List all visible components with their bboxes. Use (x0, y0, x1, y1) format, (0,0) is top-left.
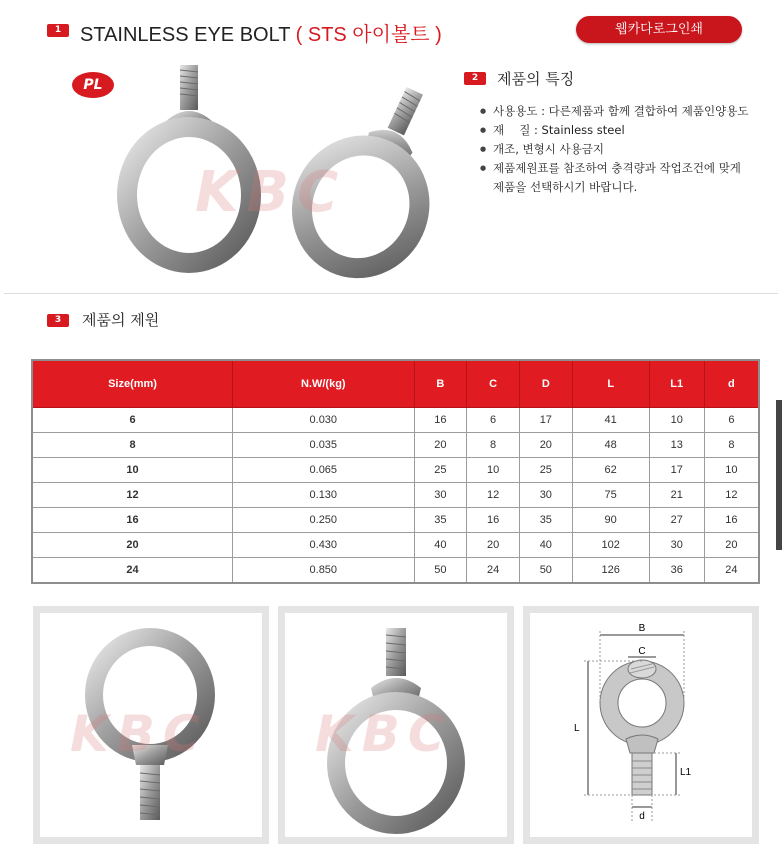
table-cell: 8 (704, 433, 759, 458)
kbc-watermark-top: KBC (195, 160, 347, 225)
table-row (32, 433, 759, 458)
table-cell: 48 (572, 433, 649, 458)
page-title-kr: ( STS 아이볼트 ) (295, 24, 442, 46)
table-cell: 35 (414, 508, 467, 533)
col-header: D (519, 360, 572, 408)
table-cell: 6 (467, 408, 520, 433)
table-cell: 20 (32, 533, 233, 558)
table-cell: 126 (572, 558, 649, 584)
table-cell: 40 (519, 533, 572, 558)
table-cell: 8 (32, 433, 233, 458)
col-header: B (414, 360, 467, 408)
specs-title: 제품의 제원 (82, 311, 160, 329)
table-cell: 50 (414, 558, 467, 584)
dim-label-c: C (638, 646, 646, 657)
table-cell: 24 (467, 558, 520, 584)
section-divider (4, 293, 778, 294)
feature-item: ● 재 질 : Stainless steel (480, 121, 748, 140)
kbc-watermark-2: KBC (315, 705, 453, 763)
feature-item: 제품을 선택하시기 바랍니다. (493, 180, 638, 194)
page-title (80, 18, 442, 47)
table-cell: 25 (414, 458, 467, 483)
table-cell: 25 (519, 458, 572, 483)
table-cell: 0.130 (233, 483, 414, 508)
table-cell: 24 (704, 558, 759, 584)
table-cell: 12 (467, 483, 520, 508)
table-cell: 13 (649, 433, 704, 458)
table-cell: 17 (649, 458, 704, 483)
table-cell: 16 (414, 408, 467, 433)
photo-frame-3 (523, 606, 759, 844)
table-cell: 35 (519, 508, 572, 533)
table-cell: 0.065 (233, 458, 414, 483)
table-cell: 20 (414, 433, 467, 458)
photo-frame-1 (33, 606, 269, 844)
table-cell: 62 (572, 458, 649, 483)
table-cell: 36 (649, 558, 704, 584)
table-cell: 30 (519, 483, 572, 508)
table-cell: 16 (467, 508, 520, 533)
spec-table (31, 359, 760, 584)
col-header: Size(mm) (32, 360, 233, 408)
section-2-badge: 2 (464, 72, 486, 85)
table-cell: 6 (32, 408, 233, 433)
col-header: N.W/(kg) (233, 360, 414, 408)
table-row (32, 533, 759, 558)
kbc-watermark-1: KBC (70, 705, 208, 763)
feature-item: ● 제품제원표를 참조하여 충격량과 작업조건에 맞게 (480, 159, 748, 178)
table-cell: 30 (649, 533, 704, 558)
table-cell: 0.030 (233, 408, 414, 433)
table-cell: 0.250 (233, 508, 414, 533)
table-cell: 40 (414, 533, 467, 558)
table-row (32, 408, 759, 433)
table-cell: 0.035 (233, 433, 414, 458)
scrollbar-thumb[interactable] (776, 400, 782, 550)
spec-table-header (32, 360, 759, 408)
table-cell: 10 (32, 458, 233, 483)
table-row (32, 458, 759, 483)
col-header: L (572, 360, 649, 408)
table-cell: 10 (649, 408, 704, 433)
table-cell: 102 (572, 533, 649, 558)
table-row (32, 483, 759, 508)
table-cell: 30 (414, 483, 467, 508)
page-title-en: STAINLESS EYE BOLT (80, 24, 291, 46)
table-cell: 20 (519, 433, 572, 458)
table-cell: 41 (572, 408, 649, 433)
table-cell: 20 (467, 533, 520, 558)
col-header: L1 (649, 360, 704, 408)
table-row (32, 508, 759, 533)
dim-label-l1: L1 (680, 767, 692, 778)
table-cell: 16 (32, 508, 233, 533)
table-cell: 0.850 (233, 558, 414, 584)
table-cell: 16 (704, 508, 759, 533)
feature-item: ● 개조, 변형시 사용금지 (480, 140, 748, 159)
dim-label-l: L (574, 723, 580, 734)
section-1-badge: 1 (47, 24, 69, 37)
table-cell: 21 (649, 483, 704, 508)
table-cell: 12 (704, 483, 759, 508)
table-cell: 12 (32, 483, 233, 508)
dim-label-b: B (638, 623, 646, 634)
table-row (32, 558, 759, 584)
photo-frame-2 (278, 606, 514, 844)
table-cell: 8 (467, 433, 520, 458)
table-cell: 75 (572, 483, 649, 508)
table-cell: 6 (704, 408, 759, 433)
table-cell: 17 (519, 408, 572, 433)
dim-label-d: d (639, 811, 645, 822)
eye-bolt-dimension-diagram (530, 613, 752, 837)
col-header: C (467, 360, 520, 408)
table-cell: 27 (649, 508, 704, 533)
table-cell: 0.430 (233, 533, 414, 558)
features-title: 제품의 특징 (497, 70, 575, 88)
section-3-badge: 3 (47, 314, 69, 327)
table-cell: 20 (704, 533, 759, 558)
feature-item: ● 사용용도 : 다른제품과 함께 결합하여 제품인양용도 (480, 102, 748, 121)
features-list (480, 102, 748, 197)
col-header: d (704, 360, 759, 408)
table-cell: 50 (519, 558, 572, 584)
table-cell: 24 (32, 558, 233, 584)
pl-logo: PL (72, 72, 114, 98)
table-cell: 10 (467, 458, 520, 483)
table-cell: 10 (704, 458, 759, 483)
web-catalog-print-button[interactable]: 웹카다로그인쇄 (576, 16, 742, 43)
table-cell: 90 (572, 508, 649, 533)
